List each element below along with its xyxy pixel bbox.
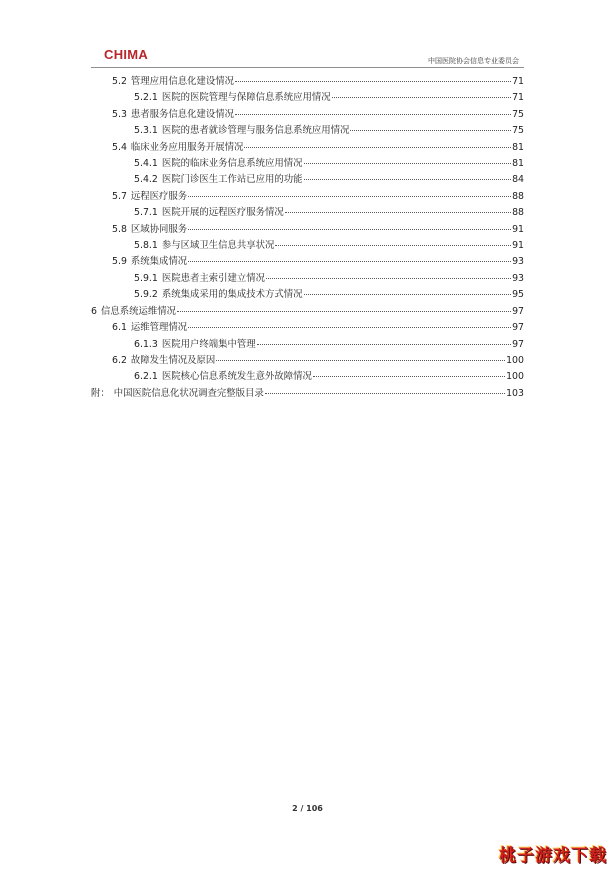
toc-entry-number: 5.7 (112, 190, 127, 202)
toc-entry-number: 5.2.1 (134, 92, 158, 104)
toc-entry-title (112, 254, 187, 270)
toc-entry-text: 医院开展的远程医疗服务情况 (161, 207, 284, 219)
toc-entry-text: 系统集成情况 (130, 256, 188, 268)
toc-entry-page: 81 (512, 141, 524, 153)
toc-entry-number: 6.2 (112, 354, 127, 366)
toc-entry-title (134, 123, 349, 139)
toc-leader-dots (244, 147, 511, 148)
toc-entry-text: 医院核心信息系统发生意外故障情况 (161, 371, 312, 383)
toc-leader-dots (285, 212, 511, 213)
toc-entry[interactable] (91, 90, 524, 106)
toc-entry-number: 6.1 (112, 322, 127, 334)
toc-entry-text: 区域协同服务 (130, 223, 188, 235)
toc-entry-title (134, 156, 303, 172)
toc-entry-title (112, 222, 187, 238)
toc-leader-dots (188, 261, 511, 262)
toc-entry[interactable] (91, 172, 524, 188)
toc-leader-dots (313, 376, 505, 377)
toc-entry[interactable] (91, 337, 524, 353)
toc-entry-title (134, 337, 256, 353)
toc-entry-number: 6.1.3 (134, 338, 158, 350)
toc-entry-page: 75 (512, 108, 524, 120)
toc-leader-dots (257, 344, 511, 345)
toc-entry-number: 5.9.2 (134, 289, 158, 301)
toc-entry-page: 81 (512, 158, 524, 170)
toc-entry-page: 88 (512, 190, 524, 202)
toc-entry-title (134, 238, 274, 254)
toc-entry-title (134, 287, 303, 303)
toc-entry[interactable] (91, 304, 524, 320)
toc-entry[interactable] (91, 74, 524, 90)
toc-leader-dots (350, 130, 511, 131)
toc-entry-text: 医院门诊医生工作站已应用的功能 (161, 174, 303, 186)
toc-entry-text: 医院患者主索引建立情况 (161, 272, 265, 284)
toc-entry-page: 71 (512, 92, 524, 104)
watermark-logo: 桃子游戏下载 (499, 846, 607, 866)
toc-leader-dots (304, 294, 512, 295)
toc-entry-page: 91 (512, 223, 524, 235)
toc-entry-text: 参与区域卫生信息共享状况 (161, 240, 275, 252)
toc-leader-dots (235, 81, 511, 82)
toc-entry-number: 6 (91, 305, 97, 317)
toc-leader-dots (304, 163, 512, 164)
toc-entry[interactable] (91, 320, 524, 336)
toc-entry-text: 医院的医院管理与保障信息系统应用情况 (161, 92, 331, 104)
toc-entry-text: 故障发生情况及原因 (130, 354, 216, 366)
toc-entry-page: 71 (512, 76, 524, 87)
toc-entry-title (112, 140, 243, 156)
toc-leader-dots (188, 229, 511, 230)
toc-leader-dots (275, 245, 511, 246)
toc-entry-title (134, 369, 312, 385)
toc-entry-title (91, 304, 176, 320)
organization-name: 中国医院协会信息专业委员会 (428, 57, 519, 65)
toc-entry-text: 临床业务应用服务开展情况 (130, 141, 244, 153)
toc-entry-title (134, 90, 331, 106)
toc-entry-page: 95 (512, 289, 524, 301)
toc-entry-page: 91 (512, 240, 524, 252)
toc-entry-title (112, 320, 187, 336)
toc-entry-page: 100 (506, 371, 524, 383)
toc-entry-page: 88 (512, 207, 524, 219)
toc-entry-text: 医院的临床业务信息系统应用情况 (161, 158, 303, 170)
toc-entry[interactable] (91, 222, 524, 238)
toc-entry-title (91, 386, 264, 402)
toc-entry[interactable] (91, 140, 524, 156)
toc-leader-dots (235, 114, 511, 115)
chima-logo: CHIMA (104, 47, 149, 62)
toc-entry-number: 5.3 (112, 108, 127, 120)
toc-entry-number: 5.3.1 (134, 125, 158, 137)
toc-entry[interactable] (91, 369, 524, 385)
toc-entry-text: 信息系统运维情况 (100, 305, 176, 317)
toc-entry[interactable] (91, 238, 524, 254)
toc-entry[interactable] (91, 107, 524, 123)
toc-leader-dots (266, 278, 511, 279)
toc-entry-page: 97 (512, 305, 524, 317)
toc-entry-text: 医院的患者就诊管理与服务信息系统应用情况 (161, 125, 350, 137)
toc-entry-number: 5.9.1 (134, 272, 158, 284)
toc-entry-number: 5.9 (112, 256, 127, 268)
toc-entry-page: 97 (512, 322, 524, 334)
toc-entry-number: 5.2 (112, 76, 127, 87)
toc-entry-text: 远程医疗服务 (130, 190, 188, 202)
toc-entry-number: 5.4 (112, 141, 127, 153)
toc-entry-number: 5.4.1 (134, 158, 158, 170)
toc-entry-title (112, 107, 234, 123)
toc-entry-title (112, 353, 215, 369)
toc-entry-text: 患者服务信息化建设情况 (130, 108, 235, 120)
toc-entry-number: 5.8.1 (134, 240, 158, 252)
toc-entry-text: 运维管理情况 (130, 322, 188, 334)
toc-entry-page: 103 (506, 387, 524, 399)
page-number: 2 / 106 (292, 804, 323, 813)
toc-entry-title (112, 74, 234, 90)
toc-entry-title (112, 189, 187, 205)
toc-entry[interactable] (91, 123, 524, 139)
toc-entry-page: 93 (512, 272, 524, 284)
toc-leader-dots (188, 327, 511, 328)
toc-entry[interactable] (91, 156, 524, 172)
toc-leader-dots (304, 179, 512, 180)
toc-entry-number: 6.2.1 (134, 371, 158, 383)
toc-entry[interactable] (91, 353, 524, 369)
toc-entry[interactable] (91, 205, 524, 221)
toc-entry[interactable] (91, 254, 524, 270)
toc-entry-number: 附： (91, 387, 110, 399)
toc-leader-dots (216, 360, 505, 361)
toc-entry-text: 管理应用信息化建设情况 (130, 76, 235, 87)
toc-entry[interactable] (91, 386, 524, 402)
toc-entry-page: 84 (512, 174, 524, 186)
toc-entry-page: 100 (506, 354, 524, 366)
toc-entry[interactable] (91, 271, 524, 287)
toc-leader-dots (265, 393, 505, 394)
toc-entry-page: 75 (512, 125, 524, 137)
toc-entry-page: 93 (512, 256, 524, 268)
header-divider (91, 67, 524, 68)
table-of-contents (91, 74, 524, 402)
toc-entry[interactable] (91, 287, 524, 303)
toc-entry-number: 5.4.2 (134, 174, 158, 186)
toc-leader-dots (188, 196, 511, 197)
toc-entry-number: 5.7.1 (134, 207, 158, 219)
toc-entry-text: 医院用户终端集中管理 (161, 338, 256, 350)
toc-entry-page: 97 (512, 338, 524, 350)
toc-leader-dots (332, 97, 511, 98)
toc-entry-text: 系统集成采用的集成技术方式情况 (161, 289, 303, 301)
toc-entry-title (134, 271, 265, 287)
toc-entry[interactable] (91, 189, 524, 205)
toc-entry-title (134, 172, 303, 188)
toc-entry-title (134, 205, 284, 221)
toc-entry-number: 5.8 (112, 223, 127, 235)
toc-leader-dots (177, 311, 511, 312)
toc-entry-text: 中国医院信息化状况调查完整版目录 (113, 387, 264, 399)
